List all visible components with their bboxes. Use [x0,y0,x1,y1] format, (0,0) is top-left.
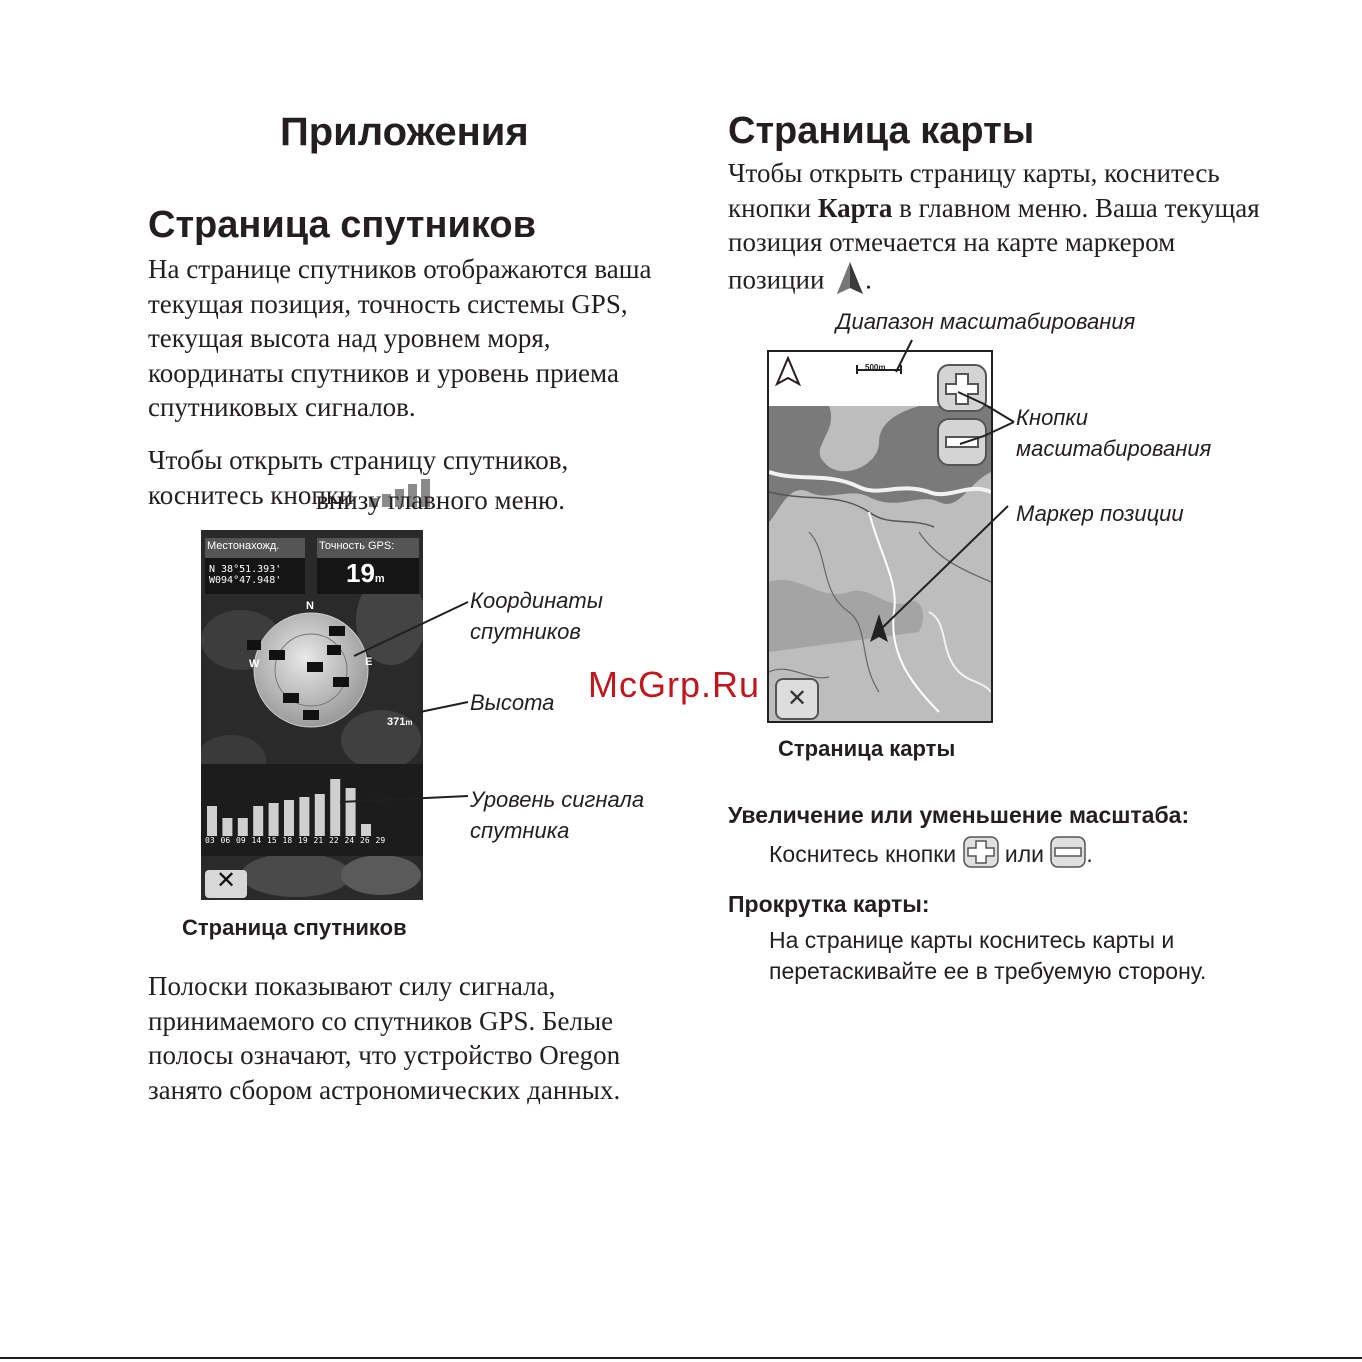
compass-east: E [365,656,373,668]
satellite-id-label: 21 [313,836,324,845]
close-icon[interactable]: ✕ [215,867,237,894]
satellite-id-label: 26 [360,836,370,845]
position-marker-icon [835,260,865,305]
map-section-title: Страница карты [728,110,1035,152]
map-intro-line4-after: . [865,263,872,294]
callout-signal-level-line2: спутника [470,818,570,843]
map-intro-line2-before: кнопки [728,192,812,223]
signal-explanation-paragraph: Полоски показывают силу сигнала, принимаемого со спутников GPS. Белые полосы означают, что устройство Oregon занято сбором астрономических данных. [148,971,621,1105]
compass-west: W [249,658,260,670]
scroll-heading: Прокрутка карты: [728,891,930,917]
satellite-id-label: 15 [267,836,277,845]
longitude-value: W094°47.948' [209,575,282,586]
callout-zoom-buttons-line1: Кнопки [1016,405,1089,430]
accuracy-number: 19 [346,558,375,588]
scroll-step: На странице карты коснитесь карты и перетаскивайте ее в требуемую сторону. [769,927,1207,984]
satellite-section-title: Страница спутников [148,204,536,246]
signal-bar [299,797,309,836]
zoom-step-before: Коснитесь кнопки [769,841,957,868]
callout-zoom-buttons-line2: масштабирования [1016,436,1212,461]
latitude-value: N 38°51.393' [209,564,282,575]
satellite-id-label: 14 [251,836,262,845]
satellite-figure-caption: Страница спутников [182,915,407,940]
satellite-id-label: 03 [205,836,215,845]
signal-bar [269,803,279,836]
accuracy-value [346,558,385,589]
map-intro-line1: Чтобы открыть страницу карты, коснитесь [728,158,1220,188]
accuracy-label: Точность GPS: [319,540,395,552]
map-intro-line2 [728,191,1288,226]
map-intro-line4-before: позиции [728,263,825,294]
callout-signal-level [470,784,644,846]
zoom-step-after: . [1086,841,1093,868]
satellite-id-label: 18 [282,836,293,845]
page-bottom-rule [0,1357,1362,1359]
signal-bar [284,800,294,836]
map-figure-caption: Страница карты [778,736,956,761]
callout-position-marker: Маркер позиции [1016,501,1184,526]
map-intro-line2-after: в главном меню. Ваша текущая [899,192,1260,223]
map-intro-line3: позиция отмечается на карте маркером [728,227,1176,257]
signal-bar [315,794,325,836]
coordinates-readout [209,564,281,586]
accuracy-unit: m [374,573,385,585]
satellite-id-label: 09 [236,836,246,845]
callout-satellite-coordinates-line2: спутников [470,619,581,644]
satellite-open-text-after: внизу главного меню. [316,484,565,515]
map-callout-lines [870,330,1020,650]
zoom-step-mid: или [1004,841,1045,868]
elevation-unit: m [405,718,413,727]
satellite-open-text-before: Чтобы открыть страницу спутников, коснитесь кнопки [148,445,569,510]
elevation-number: 371 [387,716,406,728]
satellite-id-label: 22 [329,836,339,845]
zoom-heading: Увеличение или уменьшение масштаба: [728,802,1190,828]
page-title: Приложения [280,110,529,154]
signal-bar [330,779,340,836]
map-button-name: Карта [817,192,893,223]
satellite-id-label: 29 [375,836,386,845]
map-intro-paragraph [728,156,1288,304]
close-icon[interactable]: ✕ [775,678,819,720]
satellite-id-label: 06 [220,836,231,845]
callout-signal-level-line1: Уровень сигнала [470,787,645,812]
satellite-id-label: 24 [344,836,355,845]
signal-bar [253,806,263,836]
map-scale-label: 500m [865,363,886,372]
watermark: McGrp.Ru [588,664,761,705]
callout-elevation: Высота [470,690,555,715]
north-arrow-icon [775,356,801,391]
callout-satellite-coordinates-line1: Координаты [470,588,603,613]
signal-bar [207,806,217,836]
map-intro-line4 [728,260,1288,305]
zoom-out-icon [1050,836,1086,876]
compass-north: N [306,600,314,612]
satellite-callout-lines [340,590,470,850]
callout-zoom-buttons [1016,402,1211,464]
zoom-in-icon [963,836,999,876]
callout-zoom-range: Диапазон масштабирования [836,309,1136,334]
location-label: Местонахожд. [207,540,280,552]
callout-satellite-coordinates [470,585,603,647]
satellite-intro-paragraph: На странице спутников отображаются ваша текущая позиция, точность системы GPS, текущая высота над уровнем моря, координаты спутников и уровень приема спутниковых сигналов. [148,254,652,422]
signal-bar [222,818,232,836]
zoom-step [769,836,1093,876]
satellite-id-label: 19 [298,836,308,845]
signal-bar [238,818,248,836]
